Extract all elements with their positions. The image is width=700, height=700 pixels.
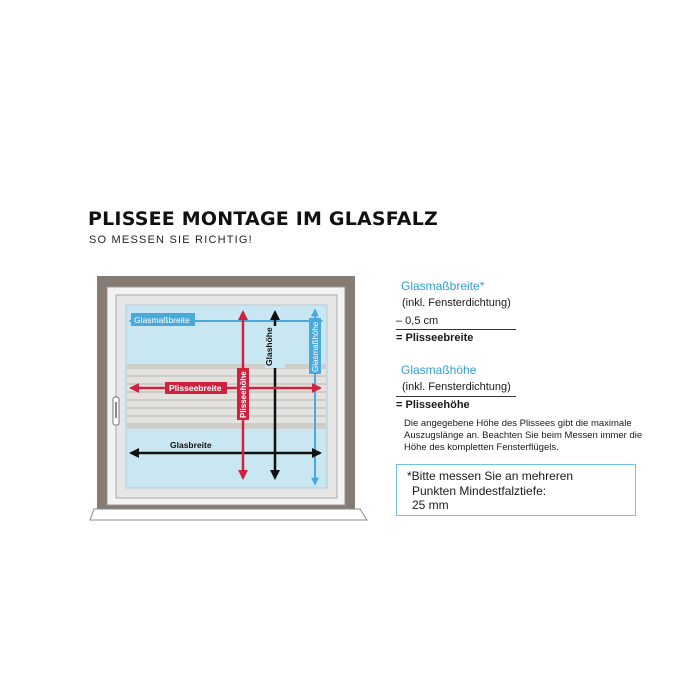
height-line1: (inkl. Fensterdichtung) (402, 381, 511, 393)
window-handle (113, 397, 119, 425)
label-glasmasshoehe (309, 318, 321, 374)
height-heading: Glasmaßhöhe (401, 363, 477, 377)
svg-text:Plisseebreite: Plisseebreite (169, 383, 222, 393)
height-result: = Plisseehöhe (396, 399, 470, 411)
label-plisseebreite (165, 382, 227, 394)
width-result: = Plisseebreite (396, 332, 474, 344)
height-note: Die angegebene Höhe des Plissees gibt die maximale Auszugslänge an. Beachten Sie beim Messen immer die Höhe des kompletten Fensterflügels. (404, 418, 643, 453)
width-line1: (inkl. Fensterdichtung) (402, 297, 511, 309)
label-glasmassbreite (131, 313, 195, 326)
depth-info-line1: *Bitte messen Sie an mehreren (407, 469, 574, 483)
svg-text:Glasmaßhöhe: Glasmaßhöhe (311, 321, 320, 372)
width-line2: – 0,5 cm (396, 315, 439, 327)
svg-text:Plisseehöhe: Plisseehöhe (239, 371, 248, 418)
depth-info-line2: Punkten Mindestfalztiefe: (412, 483, 547, 498)
window-sill (90, 509, 367, 520)
label-plisseehoehe (237, 368, 249, 420)
depth-info-box (396, 464, 636, 516)
width-heading: Glasmaßbreite* (401, 279, 485, 293)
svg-text:Glashöhe: Glashöhe (264, 327, 274, 366)
label-glasbreite (167, 440, 213, 450)
width-divider (396, 329, 516, 330)
height-divider (396, 396, 516, 397)
label-glashoehe (264, 326, 285, 368)
svg-text:Glasbreite: Glasbreite (170, 440, 212, 450)
svg-text:Glasmaßbreite: Glasmaßbreite (134, 315, 190, 325)
page-subtitle: SO MESSEN SIE RICHTIG! (89, 234, 253, 246)
page-title: PLISSEE MONTAGE IM GLASFALZ (88, 208, 438, 230)
depth-info-line3: 25 mm (412, 498, 449, 512)
pleated-blind (127, 364, 326, 429)
